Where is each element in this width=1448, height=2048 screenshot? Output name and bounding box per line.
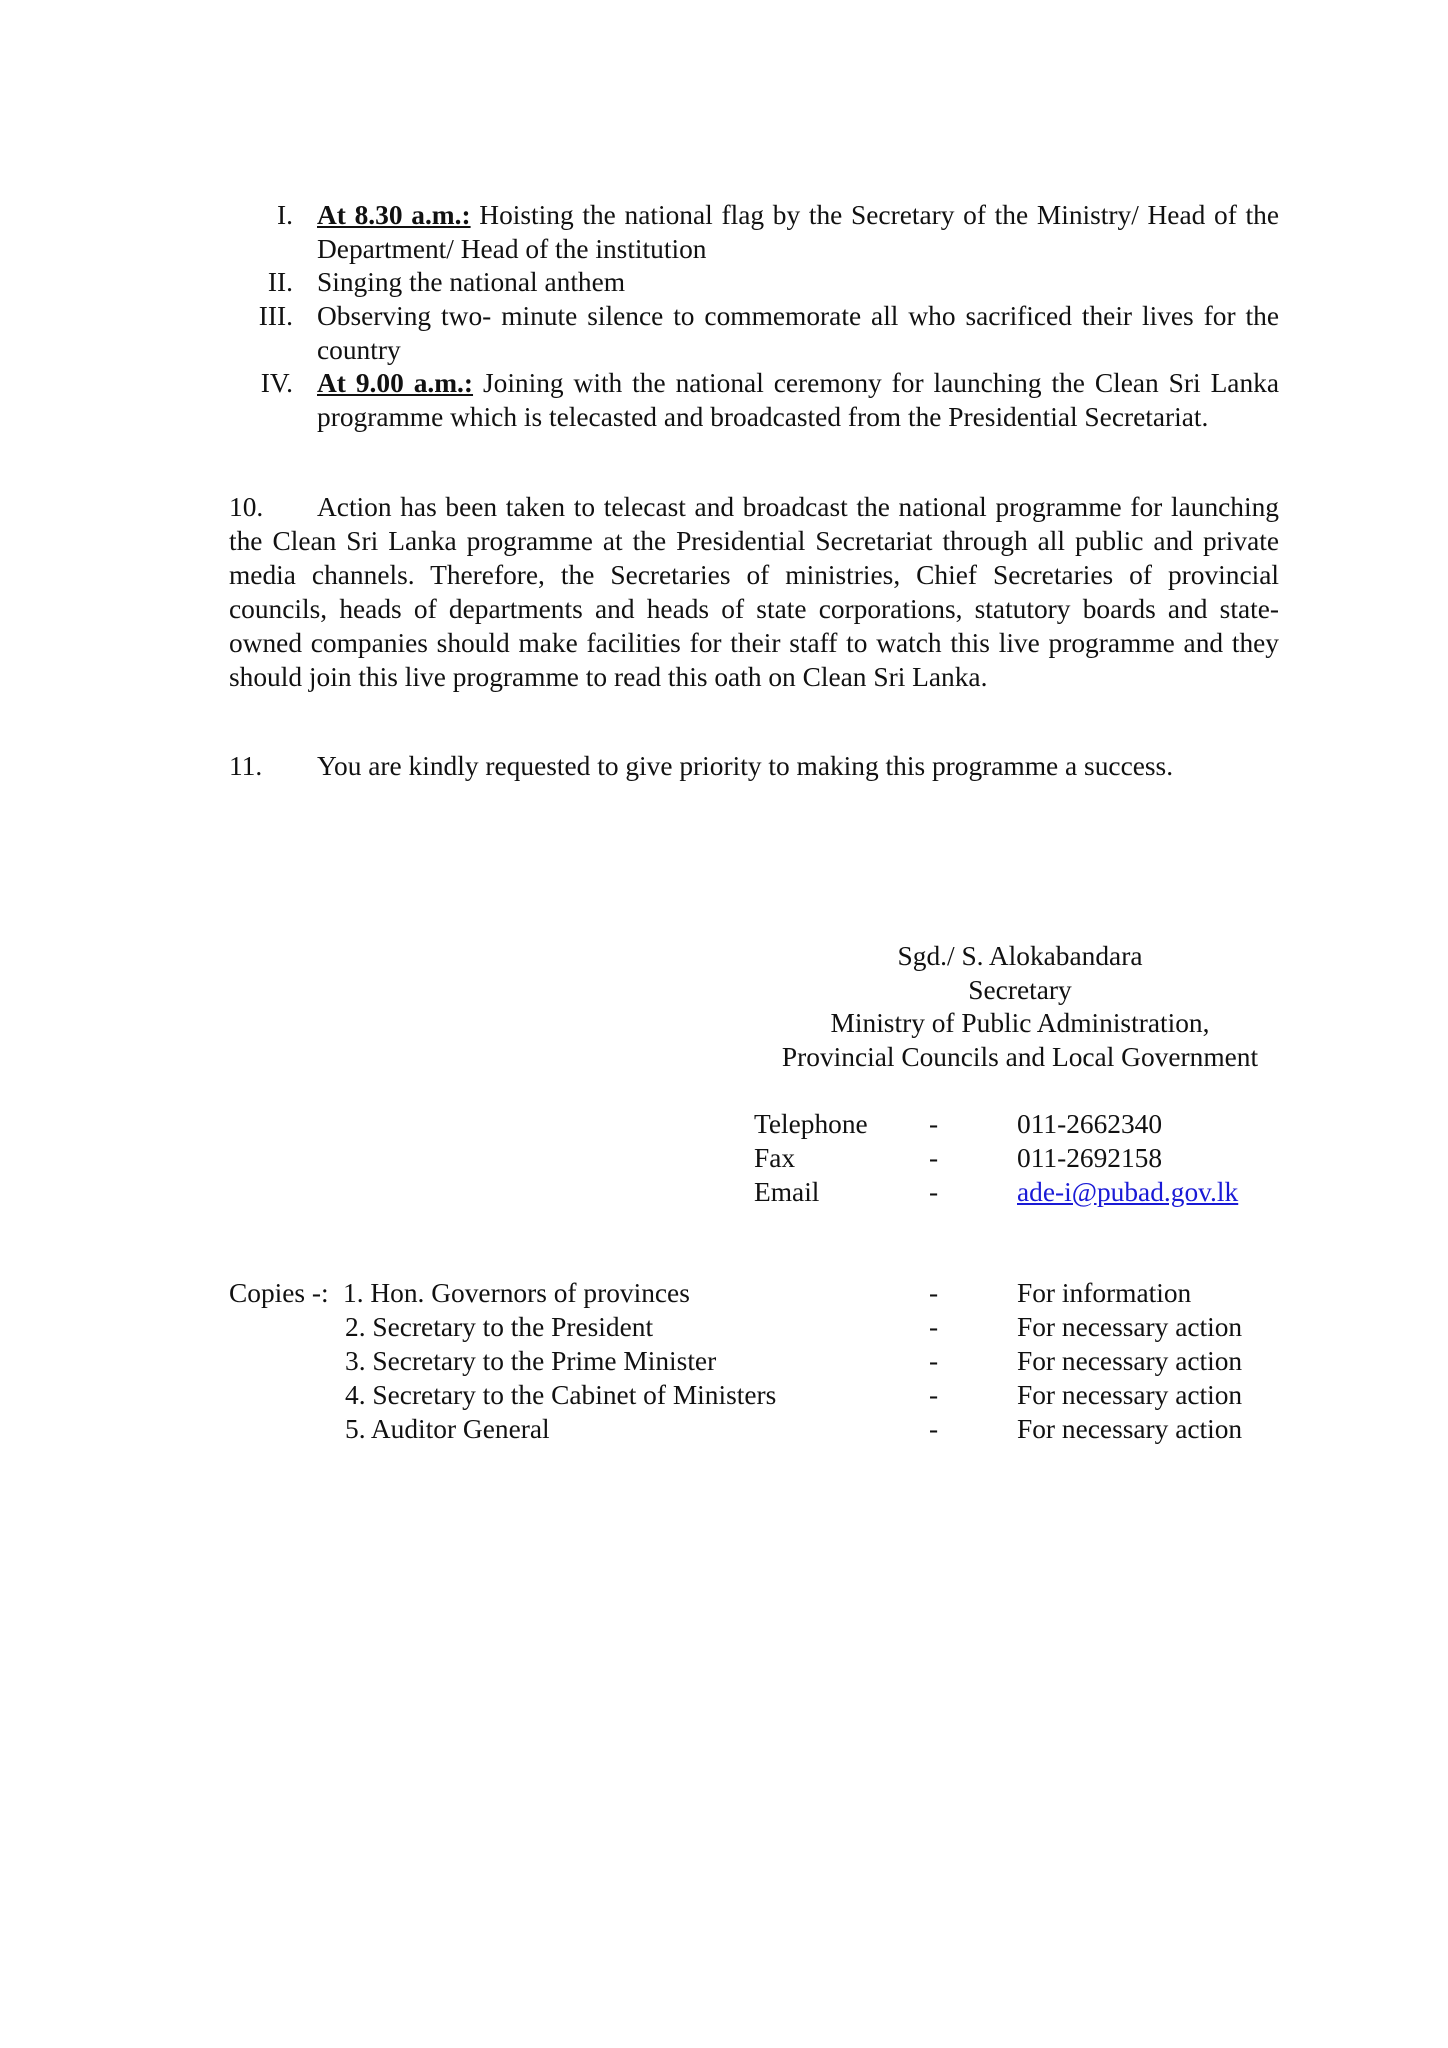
item-text: Singing the national anthem bbox=[317, 267, 626, 297]
contact-label: Telephone bbox=[754, 1109, 868, 1139]
copies-dash: - bbox=[929, 1312, 939, 1342]
paragraph-text: You are kindly requested to give priority to making this programme a success. bbox=[317, 751, 1174, 781]
contact-telephone bbox=[754, 1107, 1314, 1141]
contact-email bbox=[754, 1175, 1314, 1209]
roman-item-text bbox=[317, 299, 1279, 367]
contact-value: 011-2662340 bbox=[1017, 1109, 1163, 1139]
copies-prefix: Copies -: bbox=[229, 1278, 329, 1308]
copies-row bbox=[229, 1412, 1329, 1446]
roman-numeral: III. bbox=[258, 301, 293, 331]
copies-dash: - bbox=[929, 1380, 939, 1410]
paragraph-10 bbox=[229, 490, 1279, 694]
copies-dash: - bbox=[929, 1346, 939, 1376]
roman-item-text bbox=[317, 198, 1279, 266]
copies-purpose: For necessary action bbox=[1017, 1312, 1243, 1342]
paragraph-11 bbox=[229, 749, 1279, 783]
paragraph-number: 10. bbox=[229, 492, 264, 522]
roman-item-text bbox=[317, 366, 1279, 434]
roman-item-text bbox=[317, 265, 1279, 299]
copies-dash: - bbox=[929, 1278, 939, 1308]
contact-dash: - bbox=[929, 1109, 939, 1139]
signatory-title: Secretary bbox=[968, 974, 1072, 1005]
copies-purpose: For necessary action bbox=[1017, 1380, 1243, 1410]
copies-row bbox=[229, 1310, 1329, 1344]
copies-recipient: 1. Hon. Governors of provinces bbox=[343, 1278, 690, 1308]
contact-fax bbox=[754, 1141, 1314, 1175]
item-text: Joining with the national ceremony for launching the Clean Sri Lanka programme which is telecasted and broadcasted from the Presidential Secretariat. bbox=[317, 368, 1280, 432]
roman-numeral: II. bbox=[267, 267, 293, 297]
ministry-name-line2: Provincial Councils and Local Government bbox=[781, 1041, 1259, 1072]
contact-label: Fax bbox=[754, 1143, 796, 1173]
copies-row bbox=[229, 1344, 1329, 1378]
copies-recipient: 4. Secretary to the Cabinet of Ministers bbox=[345, 1380, 777, 1410]
signature-block bbox=[760, 940, 1280, 1074]
copies-purpose: For information bbox=[1017, 1278, 1192, 1308]
time-label: At 8.30 a.m.: bbox=[317, 200, 471, 230]
paragraph-text: Action has been taken to telecast and broadcast the national programme for launching the Clean Sri Lanka programme at the Presidential Secretariat through all public and private media channels. Therefore, the Secretaries of ministries, Chief Secretaries of provincial councils, heads of departments and heads of state corporations, statutory boards and state-owned companies should make facilities for their staff to watch this live programme and they should join this live programme to read this oath on Clean Sri Lanka. bbox=[229, 492, 1279, 692]
ministry-name-line1: Ministry of Public Administration, bbox=[830, 1008, 1210, 1038]
contact-dash: - bbox=[929, 1177, 939, 1207]
copies-dash: - bbox=[929, 1414, 939, 1444]
copies-recipient: 3. Secretary to the Prime Minister bbox=[345, 1346, 717, 1376]
copies-row bbox=[229, 1378, 1329, 1412]
copies-row bbox=[229, 1276, 1329, 1310]
time-label: At 9.00 a.m.: bbox=[317, 368, 474, 398]
signatory-name: Sgd./ S. Alokabandara bbox=[897, 941, 1143, 971]
contact-value: 011-2692158 bbox=[1017, 1143, 1163, 1173]
paragraph-number: 11. bbox=[229, 751, 263, 781]
contact-dash: - bbox=[929, 1143, 939, 1173]
roman-numeral: IV. bbox=[260, 368, 293, 398]
copies-purpose: For necessary action bbox=[1017, 1346, 1243, 1376]
email-link[interactable]: ade-i@pubad.gov.lk bbox=[1017, 1177, 1239, 1207]
roman-numeral: I. bbox=[277, 200, 293, 230]
copies-purpose: For necessary action bbox=[1017, 1414, 1243, 1444]
item-text: Hoisting the national flag by the Secretary of the Ministry/ Head of the Department/ Head of the institution bbox=[317, 200, 1280, 264]
contact-label: Email bbox=[754, 1177, 820, 1207]
copies-recipient: 5. Auditor General bbox=[345, 1414, 550, 1444]
item-text: Observing two- minute silence to commemorate all who sacrificed their lives for the country bbox=[317, 301, 1279, 365]
copies-recipient: 2. Secretary to the President bbox=[345, 1312, 654, 1342]
